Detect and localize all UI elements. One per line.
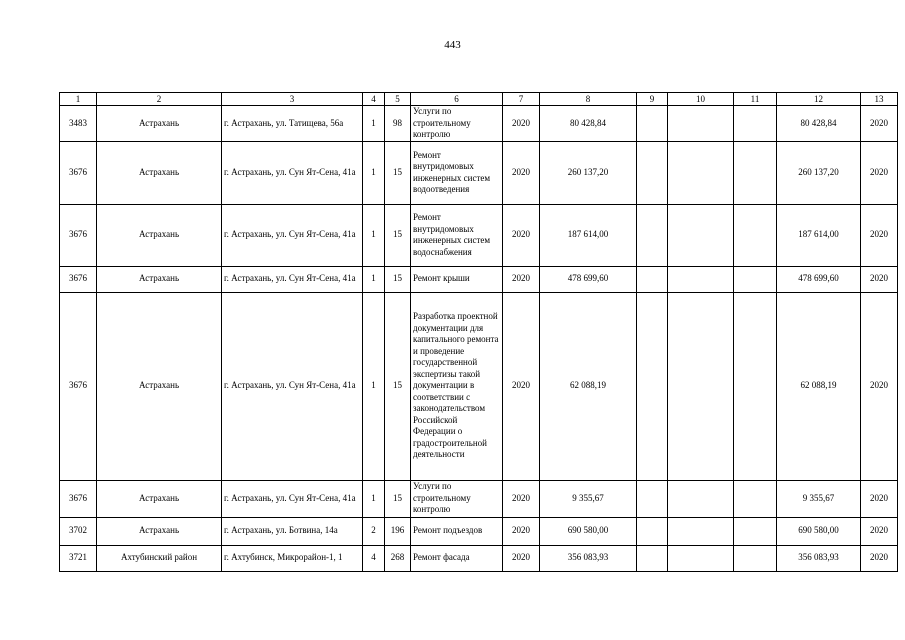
- page-number: 443: [444, 39, 461, 51]
- cell-col9: [637, 106, 668, 142]
- table-row: [60, 292, 898, 480]
- cell-year-end: 2020: [861, 204, 898, 266]
- cell-address: г. Астрахань, ул. Татищева, 56а: [222, 106, 363, 142]
- column-number: 1: [60, 93, 97, 106]
- column-number: 10: [668, 93, 734, 106]
- cell-cost: 356 083,93: [540, 545, 637, 571]
- table-row: [60, 266, 898, 292]
- cell-id: 3721: [60, 545, 97, 571]
- cell-year: 2020: [503, 141, 540, 204]
- column-number: 12: [777, 93, 861, 106]
- cell-municipality: Астрахань: [97, 141, 222, 204]
- cell-col11: [734, 266, 777, 292]
- cell-year-end: 2020: [861, 545, 898, 571]
- cell-col11: [734, 480, 777, 517]
- cell-col9: [637, 545, 668, 571]
- cell-total: 690 580,00: [777, 517, 861, 545]
- column-number: 7: [503, 93, 540, 106]
- cell-col5: 15: [385, 204, 411, 266]
- cell-col5: 15: [385, 141, 411, 204]
- register-table: [59, 92, 898, 572]
- cell-col5: 268: [385, 545, 411, 571]
- cell-col10: [668, 266, 734, 292]
- table-row: [60, 517, 898, 545]
- cell-municipality: Астрахань: [97, 204, 222, 266]
- cell-col5: 15: [385, 480, 411, 517]
- cell-year-end: 2020: [861, 106, 898, 142]
- cell-work-type: Разработка проектной документации для капитального ремонта и проведение государственной экспертизы такой документации в соответствии с законодательством Российской Федерации о градостроительной деятельности: [411, 292, 503, 480]
- cell-col4: 2: [363, 517, 385, 545]
- cell-col9: [637, 292, 668, 480]
- cell-address: г. Астрахань, ул. Сун Ят-Сена, 41а: [222, 292, 363, 480]
- cell-cost: 187 614,00: [540, 204, 637, 266]
- column-number: 5: [385, 93, 411, 106]
- column-number: 6: [411, 93, 503, 106]
- cell-col11: [734, 292, 777, 480]
- column-number: 9: [637, 93, 668, 106]
- cell-municipality: Астрахань: [97, 480, 222, 517]
- cell-col4: 4: [363, 545, 385, 571]
- cell-municipality: Астрахань: [97, 292, 222, 480]
- cell-cost: 690 580,00: [540, 517, 637, 545]
- cell-year-end: 2020: [861, 141, 898, 204]
- cell-year-end: 2020: [861, 266, 898, 292]
- cell-col4: 1: [363, 141, 385, 204]
- cell-cost: 260 137,20: [540, 141, 637, 204]
- cell-col11: [734, 545, 777, 571]
- cell-year: 2020: [503, 292, 540, 480]
- cell-col4: 1: [363, 480, 385, 517]
- cell-address: г. Астрахань, ул. Сун Ят-Сена, 41а: [222, 480, 363, 517]
- cell-id: 3676: [60, 480, 97, 517]
- cell-col4: 1: [363, 292, 385, 480]
- cell-work-type: Ремонт внутридомовых инженерных систем водоотведения: [411, 141, 503, 204]
- cell-col4: 1: [363, 204, 385, 266]
- cell-year-end: 2020: [861, 517, 898, 545]
- cell-col9: [637, 204, 668, 266]
- cell-year: 2020: [503, 517, 540, 545]
- cell-col9: [637, 517, 668, 545]
- table-row: [60, 545, 898, 571]
- cell-total: 260 137,20: [777, 141, 861, 204]
- cell-total: 187 614,00: [777, 204, 861, 266]
- cell-id: 3676: [60, 266, 97, 292]
- cell-work-type: Ремонт внутридомовых инженерных систем водоснабжения: [411, 204, 503, 266]
- cell-id: 3483: [60, 106, 97, 142]
- column-number: 11: [734, 93, 777, 106]
- cell-col5: 196: [385, 517, 411, 545]
- cell-col4: 1: [363, 106, 385, 142]
- column-number: 8: [540, 93, 637, 106]
- cell-year: 2020: [503, 266, 540, 292]
- cell-id: 3676: [60, 292, 97, 480]
- column-number: 2: [97, 93, 222, 106]
- cell-col10: [668, 517, 734, 545]
- cell-work-type: Услуги по строительному контролю: [411, 106, 503, 142]
- cell-cost: 9 355,67: [540, 480, 637, 517]
- cell-year: 2020: [503, 106, 540, 142]
- column-number-row: [60, 93, 898, 106]
- cell-municipality: Астрахань: [97, 106, 222, 142]
- cell-work-type: Ремонт подъездов: [411, 517, 503, 545]
- cell-year: 2020: [503, 545, 540, 571]
- cell-year-end: 2020: [861, 480, 898, 517]
- cell-address: г. Астрахань, ул. Сун Ят-Сена, 41а: [222, 141, 363, 204]
- cell-total: 356 083,93: [777, 545, 861, 571]
- cell-col9: [637, 141, 668, 204]
- cell-id: 3676: [60, 141, 97, 204]
- cell-cost: 80 428,84: [540, 106, 637, 142]
- cell-total: 478 699,60: [777, 266, 861, 292]
- cell-total: 9 355,67: [777, 480, 861, 517]
- cell-col11: [734, 204, 777, 266]
- table-row: [60, 204, 898, 266]
- cell-address: г. Ахтубинск, Микрорайон-1, 1: [222, 545, 363, 571]
- cell-cost: 62 088,19: [540, 292, 637, 480]
- table-row: [60, 480, 898, 517]
- cell-address: г. Астрахань, ул. Сун Ят-Сена, 41а: [222, 204, 363, 266]
- cell-total: 80 428,84: [777, 106, 861, 142]
- column-number: 4: [363, 93, 385, 106]
- cell-year-end: 2020: [861, 292, 898, 480]
- cell-col9: [637, 480, 668, 517]
- cell-col10: [668, 480, 734, 517]
- cell-col11: [734, 517, 777, 545]
- table-row: [60, 106, 898, 142]
- cell-year: 2020: [503, 204, 540, 266]
- cell-col4: 1: [363, 266, 385, 292]
- cell-col11: [734, 106, 777, 142]
- cell-col11: [734, 141, 777, 204]
- cell-col10: [668, 204, 734, 266]
- cell-col10: [668, 106, 734, 142]
- cell-municipality: Астрахань: [97, 517, 222, 545]
- cell-municipality: Ахтубинский район: [97, 545, 222, 571]
- column-number: 13: [861, 93, 898, 106]
- cell-col10: [668, 545, 734, 571]
- cell-id: 3702: [60, 517, 97, 545]
- cell-cost: 478 699,60: [540, 266, 637, 292]
- cell-col10: [668, 141, 734, 204]
- cell-col10: [668, 292, 734, 480]
- cell-col5: 98: [385, 106, 411, 142]
- table-row: [60, 141, 898, 204]
- cell-address: г. Астрахань, ул. Сун Ят-Сена, 41а: [222, 266, 363, 292]
- column-number: 3: [222, 93, 363, 106]
- cell-work-type: Ремонт фасада: [411, 545, 503, 571]
- cell-col5: 15: [385, 266, 411, 292]
- cell-total: 62 088,19: [777, 292, 861, 480]
- cell-year: 2020: [503, 480, 540, 517]
- cell-col9: [637, 266, 668, 292]
- cell-municipality: Астрахань: [97, 266, 222, 292]
- cell-work-type: Услуги по строительному контролю: [411, 480, 503, 517]
- cell-col5: 15: [385, 292, 411, 480]
- cell-work-type: Ремонт крыши: [411, 266, 503, 292]
- cell-address: г. Астрахань, ул. Ботвина, 14а: [222, 517, 363, 545]
- cell-id: 3676: [60, 204, 97, 266]
